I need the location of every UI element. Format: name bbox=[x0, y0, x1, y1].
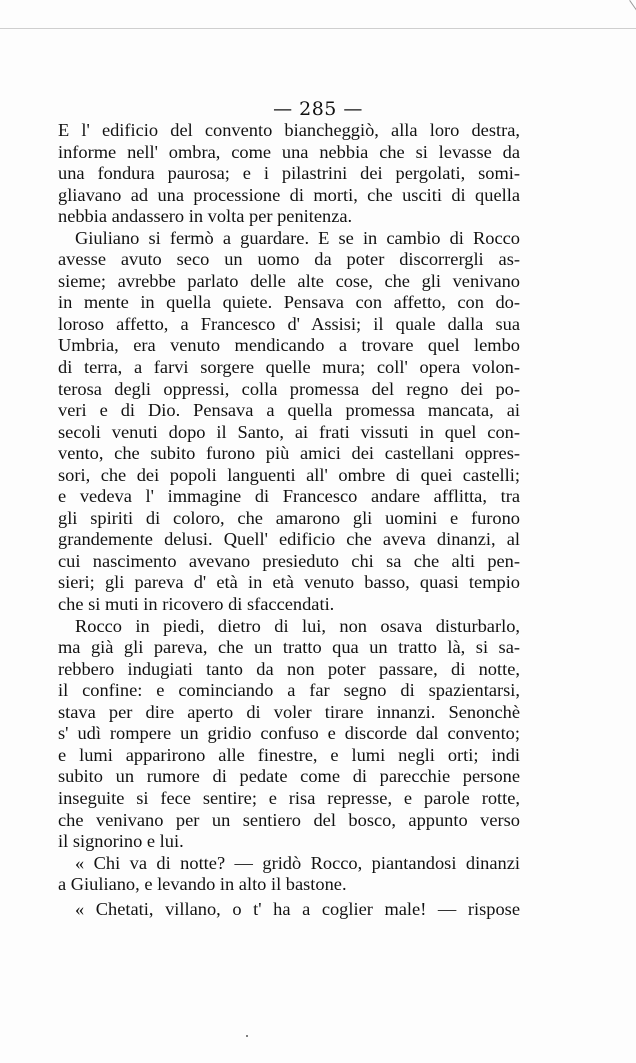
text-line: in mente in quella quiete. Pensava con affetto, con do- bbox=[58, 292, 520, 313]
text-line: di terra, a farvi sorgere quelle mura; coll' opera volon- bbox=[58, 357, 520, 378]
text-line: ma già gli pareva, che un tratto qua un tratto là, si sa- bbox=[58, 637, 520, 658]
text-line: s' udì rompere un gridio confuso e discorde dal convento; bbox=[58, 723, 520, 744]
text-line: Rocco in piedi, dietro di lui, non osava disturbarlo, bbox=[75, 615, 520, 636]
text-line: secoli venuti dopo il Santo, ai frati vissuti in quel con- bbox=[58, 421, 520, 442]
text-line: sieri; gli pareva d' età in età venuto basso, quasi tempio bbox=[58, 572, 520, 593]
text-line: che si muti in ricovero di sfaccendati. bbox=[58, 594, 335, 615]
text-line: veri e di Dio. Pensava a quella promessa mancata, ai bbox=[58, 400, 520, 421]
text-line: e lumi apparirono alle finestre, e lumi negli orti; indi bbox=[58, 744, 520, 765]
text-line: cui nascimento avevano presieduto chi sa che alti pen- bbox=[58, 550, 520, 571]
text-line: sieme; avrebbe parlato delle alte cose, che gli venivano bbox=[58, 270, 520, 291]
text-line: « Chi va di notte? — gridò Rocco, piantandosi dinanzi bbox=[75, 852, 520, 873]
scan-edge-line bbox=[0, 28, 636, 29]
body-text bbox=[58, 120, 520, 920]
text-line: Umbria, era venuto mendicando a trovare quel lembo bbox=[58, 335, 520, 356]
text-line: gliavano ad una processione di morti, che usciti di quella bbox=[58, 184, 520, 205]
text-line: che venivano per un sentiero del bosco, appunto verso bbox=[58, 809, 520, 830]
page-number: — 285 — bbox=[273, 98, 363, 120]
text-line: sori, che dei popoli languenti all' ombre di quei castelli; bbox=[58, 464, 520, 485]
text-line: informe nell' ombra, come una nebbia che si levasse da bbox=[58, 141, 520, 162]
text-line: loroso affetto, a Francesco d' Assisi; il quale dalla sua bbox=[58, 313, 520, 334]
text-line: grandemente delusi. Quell' edificio che aveva dinanzi, al bbox=[58, 529, 520, 550]
text-line: inseguite si fece sentire; e risa represse, e parole rotte, bbox=[58, 787, 520, 808]
text-line: rebbero indugiati tanto da non poter passare, di notte, bbox=[58, 658, 520, 679]
text-line: « Chetati, villano, o t' ha a coglier male! — rispose bbox=[75, 898, 520, 919]
text-line: avesse avuto seco un uomo da poter discorrergli as- bbox=[58, 249, 520, 270]
text-line: vento, che subito furono più amici dei castellani oppres- bbox=[58, 443, 520, 464]
text-line: e vedeva l' immagine di Francesco andare afflitta, tra bbox=[58, 486, 520, 507]
text-line: gli spiriti di coloro, che amarono gli uomini e furono bbox=[58, 507, 520, 528]
text-line: a Giuliano, e levando in alto il bastone. bbox=[58, 874, 347, 895]
text-line: il confine: e cominciando a far segno di spazientarsi, bbox=[58, 680, 520, 701]
text-line: subito un rumore di pedate come di parecchie persone bbox=[58, 766, 520, 787]
scan-speck bbox=[246, 1035, 248, 1037]
text-line: terosa degli oppressi, colla promessa del regno dei po- bbox=[58, 378, 520, 399]
text-line: nebbia andassero in volta per penitenza. bbox=[58, 206, 353, 227]
text-line: Giuliano si fermò a guardare. E se in cambio di Rocco bbox=[75, 227, 520, 248]
text-line: il signorino e lui. bbox=[58, 831, 184, 852]
text-line: E l' edificio del convento biancheggiò, alla loro destra, bbox=[58, 120, 520, 140]
text-line: stava per dire aperto di voler tirare innanzi. Senonchè bbox=[58, 701, 520, 722]
text-line: una fondura paurosa; e i pilastrini dei pergolati, somi- bbox=[58, 163, 520, 184]
